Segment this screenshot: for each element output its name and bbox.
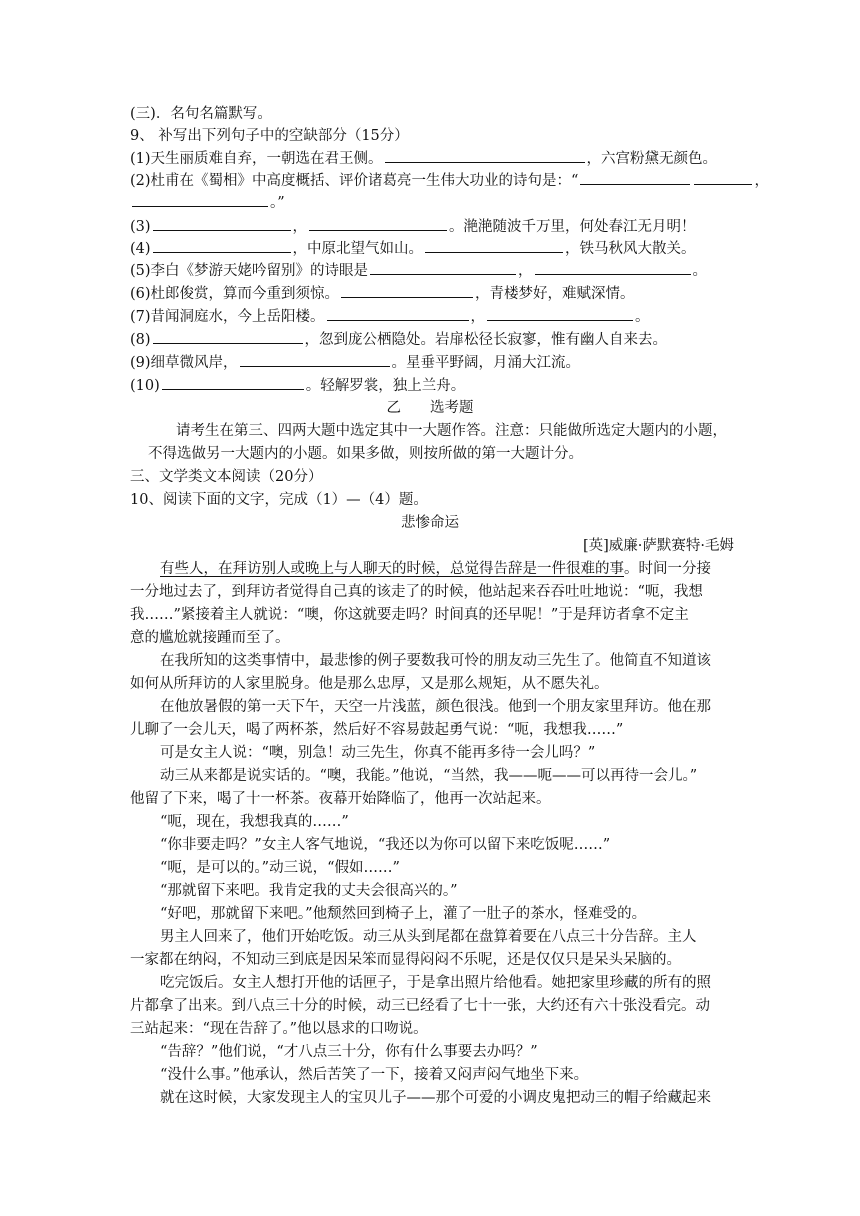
answer-blank[interactable] xyxy=(580,170,690,185)
story-line: “告辞？”他们说，“才八点三十分，你有什么事要去办吗？” xyxy=(160,1044,538,1060)
answer-blank[interactable] xyxy=(327,306,469,321)
answer-blank[interactable] xyxy=(309,216,447,231)
answer-blank[interactable] xyxy=(162,375,304,390)
answer-blank[interactable] xyxy=(694,170,752,185)
story-line: “呃，现在，我想我真的……” xyxy=(160,814,349,830)
answer-blank[interactable] xyxy=(535,260,691,275)
story-line: 动三从来都是说实话的。“噢，我能。”他说，“当然，我——呃——可以再待一会儿。” xyxy=(160,768,698,784)
story-line: 男主人回来了，他们开始吃饭。动三从头到尾都在盘算着要在八点三十分告辞。主人 xyxy=(160,929,697,945)
story-line: “那就留下来吧。我肯定我的丈夫会很高兴的。” xyxy=(160,883,458,899)
question-10-title: 10、阅读下面的文字，完成（1）—（4）题。 xyxy=(130,492,428,508)
story-line: 三站起来：“现在告辞了。”他以恳求的口吻说。 xyxy=(130,1021,428,1037)
question-9-item-10: (10) 。轻解罗裳，独上兰舟。 xyxy=(130,375,465,396)
section-heading: (三)．名句名篇默写。 xyxy=(130,106,272,122)
part-b-note-2: 不得选做另一大题内的小题。如果多做，则按所做的第一大题计分。 xyxy=(148,446,583,462)
story-line: 在他放暑假的第一天下午，天空一片浅蓝，颜色很浅。他到一个朋友家里拜访。他在那 xyxy=(160,699,711,715)
story-paragraph-1: 有些人，在拜访别人或晚上与人聊天的时候，总觉得告辞是一件很难的事。时间一分接 xyxy=(160,561,711,577)
story-title: 悲惨命运 xyxy=(401,515,459,531)
story-author: [英]威廉·萨默赛特·毛姆 xyxy=(582,538,734,554)
story-line: “好吧，那就留下来吧。”他颓然回到椅子上，灌了一肚子的茶水，怪难受的。 xyxy=(160,906,647,922)
question-9-item-8: (8) ，忽到庞公栖隐处。岩扉松径长寂寥，惟有幽人自来去。 xyxy=(130,329,667,350)
answer-blank[interactable] xyxy=(487,306,633,321)
question-9-item-4: (4) ，中原北望气如山。 ，铁马秋风大散关。 xyxy=(130,238,696,259)
answer-blank[interactable] xyxy=(153,238,291,253)
question-9-item-1: (1)天生丽质难自弃，一朝选在君王侧。 ，六宫粉黛无颜色。 xyxy=(130,148,717,169)
story-line: “你非要走吗？”女主人客气地说，“我还以为你可以留下来吃饭呢……” xyxy=(160,837,611,853)
story-line: 就在这时候，大家发现主人的宝贝儿子——那个可爱的小调皮鬼把动三的帽子给藏起来 xyxy=(160,1090,711,1106)
story-line: 一家都在纳闷，不知动三到底是因呆笨而显得闷闷不乐呢，还是仅仅只是呆头呆脑的。 xyxy=(130,952,681,968)
story-line: 片都拿了出来。到八点三十分的时候，动三已经看了七十一张，大约还有六十张没看完。动 xyxy=(130,998,710,1014)
question-9-item-2-cont: 。” xyxy=(130,192,285,213)
story-line: 儿聊了一会儿天，喝了两杯茶，然后好不容易鼓起勇气说：“呃，我想我……” xyxy=(130,722,624,738)
story-line: 他留了下来，喝了十一杯茶。夜幕开始降临了，他再一次站起来。 xyxy=(130,791,551,807)
answer-blank[interactable] xyxy=(240,352,390,367)
question-9-item-6: (6)杜郎俊赏，算而今重到须惊。 ，青楼梦好，难赋深情。 xyxy=(130,283,635,304)
story-line: 可是女主人说：“噢，别急！动三先生，你真不能再多待一会儿吗？” xyxy=(160,745,596,761)
answer-blank[interactable] xyxy=(153,216,291,231)
answer-blank[interactable] xyxy=(385,148,585,163)
part-b-note-1: 请考生在第三、四两大题中选定其中一大题作答。注意：只能做所选定大题内的小题， xyxy=(176,423,727,439)
answer-blank[interactable] xyxy=(153,329,303,344)
question-9-item-7: (7)昔闻洞庭水，今上岳阳楼。 ， 。 xyxy=(130,306,650,327)
question-9-item-9: (9)细草微风岸， 。星垂平野阔，月涌大江流。 xyxy=(130,352,580,373)
story-line: “呃，是可以的。”动三说，“假如……” xyxy=(160,860,400,876)
story-line: 意的尴尬就接踵而至了。 xyxy=(130,630,290,646)
story-line: 如何从所拜访的人家里脱身。他是那么忠厚，又是那么规矩，从不愿失礼。 xyxy=(130,676,609,692)
answer-blank[interactable] xyxy=(132,192,268,207)
question-9-item-5: (5)李白《梦游天姥吟留别》的诗眼是 ， 。 xyxy=(130,260,707,281)
story-line: 吃完饭后。女主人想打开他的话匣子，于是拿出照片给他看。她把家里珍藏的所有的照 xyxy=(160,975,711,991)
part-b-heading: 乙 选考题 xyxy=(386,400,474,416)
underlined-sentence: 有些人，在拜访别人或晚上与人聊天的时候，总觉得告辞是一件很难的事 xyxy=(160,561,624,577)
question-9-title: 9、 补写出下列句子中的空缺部分（15分） xyxy=(130,128,409,144)
answer-blank[interactable] xyxy=(370,260,516,275)
story-line: 我……”紧接着主人就说：“噢，你这就要走吗？时间真的还早呢！”于是拜访者拿不定主 xyxy=(130,607,689,623)
answer-blank[interactable] xyxy=(341,283,473,298)
story-line: 在我所知的这类事情中，最悲惨的例子要数我可怜的朋友动三先生了。他简直不知道该 xyxy=(160,653,711,669)
question-9-item-2: (2)杜甫在《蜀相》中高度概括、评价诸葛亮一生伟大功业的诗句是：“ ， xyxy=(130,170,769,191)
story-line: “没什么事。”他承认，然后苦笑了一下，接着又闷声闷气地坐下来。 xyxy=(160,1067,589,1083)
section-3-heading: 三、文学类文本阅读（20分） xyxy=(130,469,323,485)
question-9-item-3: (3) ， 。滟滟随波千万里，何处春江无月明！ xyxy=(130,216,696,237)
answer-blank[interactable] xyxy=(425,238,563,253)
story-line: 一分地过去了，到拜访者觉得自己真的该走了的时候，他站起来吞吞吐吐地说：“呃，我想 xyxy=(130,584,703,600)
